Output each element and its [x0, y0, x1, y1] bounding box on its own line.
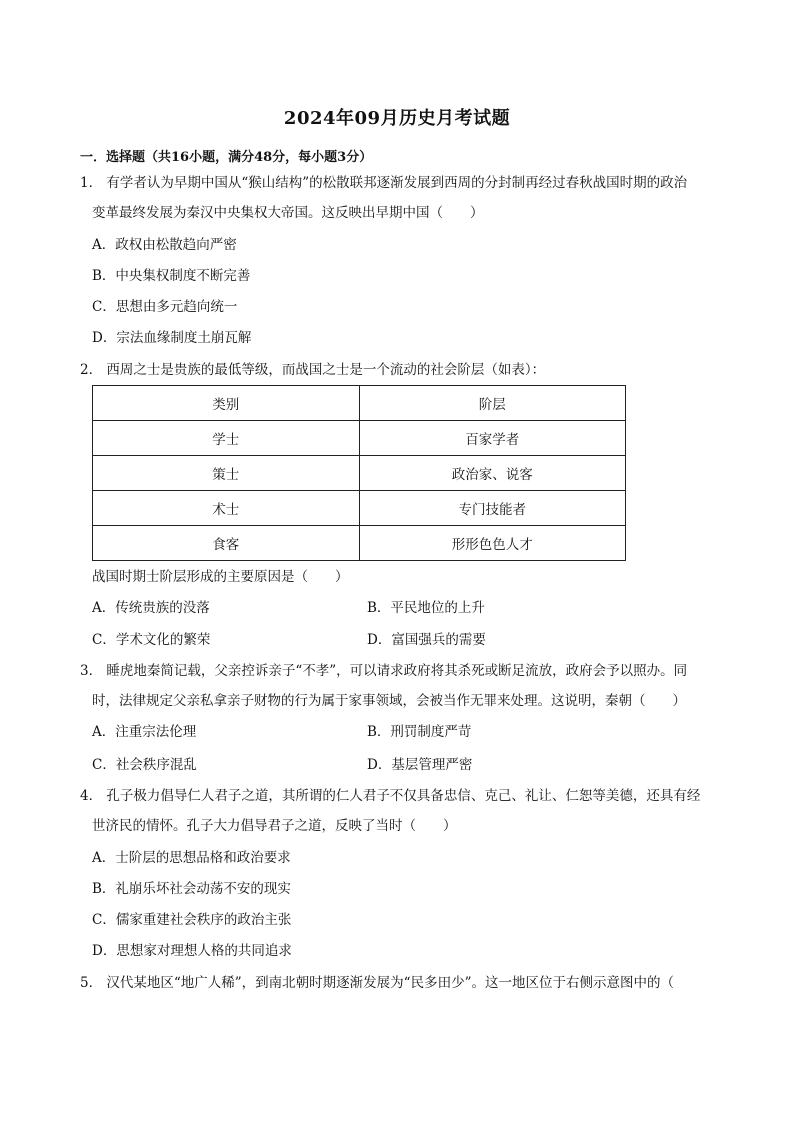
- question-2-option-d: D．富国强兵的需要: [367, 632, 486, 648]
- question-3-option-d: D．基层管理严密: [367, 757, 473, 773]
- table-header-cell: 类别: [93, 386, 360, 421]
- table-cell: 形形色色人才: [359, 526, 626, 561]
- question-4-line-1: 4． 孔子极力倡导仁人君子之道，其所谓的仁人君子不仅具备忠信、克己、礼让、仁恕等美德，还具有经: [80, 788, 701, 804]
- question-3-line-1: 3． 睡虎地秦简记载，父亲控诉亲子“不孝”，可以请求政府将其杀死或断足流放，政府会予以照办。同: [80, 663, 688, 679]
- table-row: [93, 456, 626, 491]
- table-header-row: [93, 386, 626, 421]
- table-row: [93, 421, 626, 456]
- question-2-line-1: 2． 西周之士是贵族的最低等级，而战国之士是一个流动的社会阶层（如表）：: [80, 362, 546, 378]
- page-title: 2024年09月历史月考试题: [283, 108, 511, 129]
- question-1-option-c: C．思想由多元趋向统一: [92, 299, 238, 315]
- question-4-option-d: D．思想家对理想人格的共同追求: [92, 943, 292, 959]
- question-3-option-a: A．注重宗法伦理: [92, 724, 197, 740]
- question-4-option-b: B．礼崩乐坏社会动荡不安的现实: [92, 881, 291, 897]
- question-3-option-c: C．社会秩序混乱: [92, 757, 197, 773]
- question-2-option-a: A．传统贵族的没落: [92, 600, 210, 616]
- question-1-line-1: 1． 有学者认为早期中国从“猴山结构”的松散联邦逐渐发展到西周的分封制再经过春秋战国时期的政治: [80, 175, 688, 191]
- question-1-option-d: D．宗法血缘制度土崩瓦解: [92, 330, 252, 346]
- scholar-class-table: [92, 385, 626, 561]
- question-3-option-b: B．刑罚制度严苛: [367, 724, 472, 740]
- section-heading: 一．选择题（共16小题，满分48分，每小题3分）: [80, 150, 373, 165]
- question-3-line-2: 时，法律规定父亲私拿亲子财物的行为属于家事领域，会被当作无罪来处理。这说明，秦朝（ ）: [92, 693, 686, 709]
- question-1-line-2: 变革最终发展为秦汉中央集权大帝国。这反映出早期中国（ ）: [92, 205, 484, 221]
- table-row: [93, 526, 626, 561]
- question-4-option-c: C．儒家重建社会秩序的政治主张: [92, 912, 292, 928]
- table-cell: 专门技能者: [359, 491, 626, 526]
- table-cell: 学士: [93, 421, 360, 456]
- table-cell: 术士: [93, 491, 360, 526]
- table-cell: 策士: [93, 456, 360, 491]
- table-header-cell: 阶层: [359, 386, 626, 421]
- table-cell: 政治家、说客: [359, 456, 626, 491]
- question-2-option-c: C．学术文化的繁荣: [92, 632, 211, 648]
- table-cell: 百家学者: [359, 421, 626, 456]
- question-4-line-2: 世济民的情怀。孔子大力倡导君子之道，反映了当时（ ）: [92, 818, 457, 834]
- table-cell: 食客: [93, 526, 360, 561]
- question-2-option-b: B．平民地位的上升: [367, 600, 485, 616]
- question-4-option-a: A．士阶层的思想品格和政治要求: [92, 850, 291, 866]
- question-1-option-a: A．政权由松散趋向严密: [92, 237, 237, 253]
- table-row: [93, 491, 626, 526]
- question-5-line-1: 5． 汉代某地区“地广人稀”，到南北朝时期逐渐发展为“民多田少”。这一地区位于右侧示意图中的（: [80, 975, 674, 991]
- question-1-option-b: B．中央集权制度不断完善: [92, 268, 251, 284]
- question-2-stem: 战国时期士阶层形成的主要原因是（ ）: [92, 569, 349, 585]
